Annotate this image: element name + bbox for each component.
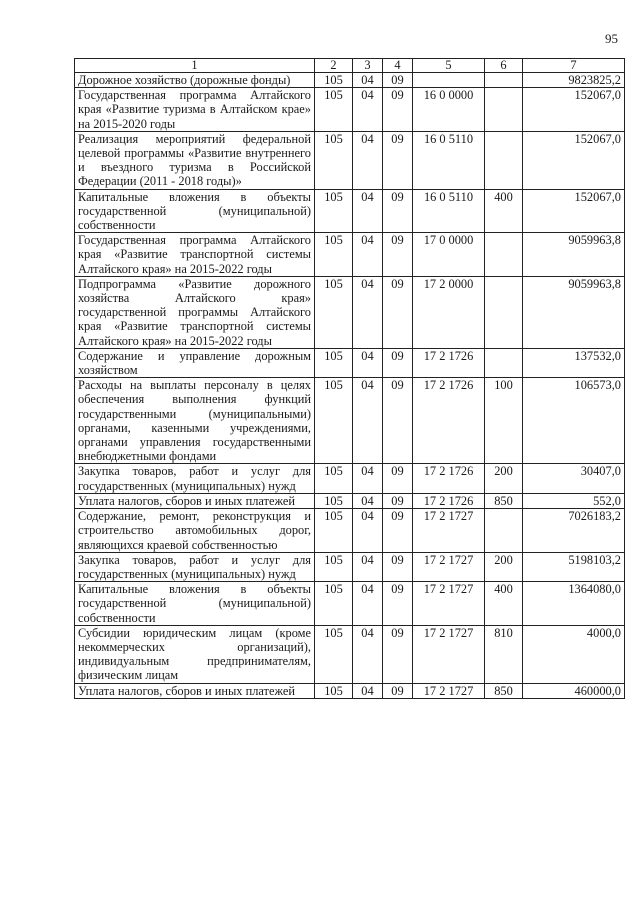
header-col-2: 2: [315, 59, 353, 73]
cell-section: 04: [353, 88, 383, 132]
cell-subsection: 09: [383, 582, 413, 626]
item-name: Уплата налогов, сборов и иных платежей: [75, 683, 315, 698]
cell-code: 105: [315, 552, 353, 581]
cell-amount: 552,0: [523, 493, 625, 508]
cell-target-article: 17 2 1727: [413, 625, 485, 683]
cell-target-article: 16 0 5110: [413, 131, 485, 189]
cell-section: 04: [353, 552, 383, 581]
cell-code: 105: [315, 131, 353, 189]
table-row: [75, 464, 625, 493]
cell-section: 04: [353, 509, 383, 553]
cell-target-article: 17 2 1727: [413, 683, 485, 698]
cell-amount: 9059963,8: [523, 233, 625, 277]
cell-subsection: 09: [383, 683, 413, 698]
cell-target-article: 16 0 5110: [413, 189, 485, 233]
cell-expense-type: [485, 73, 523, 88]
cell-subsection: 09: [383, 131, 413, 189]
header-col-6: 6: [485, 59, 523, 73]
cell-subsection: 09: [383, 189, 413, 233]
cell-target-article: 17 2 1726: [413, 493, 485, 508]
item-name: Закупка товаров, работ и услуг для государственных (муниципальных) нужд: [75, 464, 315, 493]
table-row: [75, 582, 625, 626]
cell-amount: 5198103,2: [523, 552, 625, 581]
header-col-3: 3: [353, 59, 383, 73]
cell-section: 04: [353, 276, 383, 348]
cell-target-article: [413, 73, 485, 88]
cell-code: 105: [315, 73, 353, 88]
item-name: Расходы на выплаты персоналу в целях обеспечения выполнения функций государственными (муниципальными) органами, казенными учреждениями, органами управления государственными внебюджетными фондами: [75, 378, 315, 464]
cell-subsection: 09: [383, 625, 413, 683]
cell-expense-type: [485, 233, 523, 277]
item-name: Дорожное хозяйство (дорожные фонды): [75, 73, 315, 88]
header-col-5: 5: [413, 59, 485, 73]
cell-amount: 9823825,2: [523, 73, 625, 88]
cell-amount: 137532,0: [523, 348, 625, 377]
cell-code: 105: [315, 189, 353, 233]
table-row: [75, 493, 625, 508]
cell-code: 105: [315, 88, 353, 132]
item-name: Содержание и управление дорожным хозяйством: [75, 348, 315, 377]
cell-expense-type: [485, 276, 523, 348]
cell-amount: 1364080,0: [523, 582, 625, 626]
table-row: [75, 348, 625, 377]
cell-section: 04: [353, 73, 383, 88]
cell-section: 04: [353, 493, 383, 508]
cell-code: 105: [315, 233, 353, 277]
cell-subsection: 09: [383, 509, 413, 553]
table-row: [75, 625, 625, 683]
table-row: [75, 378, 625, 464]
cell-section: 04: [353, 625, 383, 683]
item-name: Уплата налогов, сборов и иных платежей: [75, 493, 315, 508]
cell-subsection: 09: [383, 552, 413, 581]
table-row: [75, 552, 625, 581]
cell-expense-type: [485, 131, 523, 189]
cell-expense-type: 200: [485, 552, 523, 581]
item-name: Содержание, ремонт, реконструкция и строительство автомобильных дорог, являющихся краевой собственностью: [75, 509, 315, 553]
budget-table: [74, 58, 625, 699]
page-number: 95: [605, 31, 618, 46]
cell-code: 105: [315, 378, 353, 464]
cell-subsection: 09: [383, 276, 413, 348]
cell-section: 04: [353, 348, 383, 377]
cell-amount: 460000,0: [523, 683, 625, 698]
cell-code: 105: [315, 683, 353, 698]
cell-expense-type: 200: [485, 464, 523, 493]
cell-amount: 106573,0: [523, 378, 625, 464]
cell-amount: 152067,0: [523, 131, 625, 189]
cell-target-article: 17 2 0000: [413, 276, 485, 348]
cell-amount: 9059963,8: [523, 276, 625, 348]
cell-code: 105: [315, 509, 353, 553]
table-row: [75, 683, 625, 698]
cell-section: 04: [353, 582, 383, 626]
cell-amount: 4000,0: [523, 625, 625, 683]
table-row: [75, 189, 625, 233]
table-row: [75, 131, 625, 189]
cell-expense-type: 100: [485, 378, 523, 464]
cell-code: 105: [315, 493, 353, 508]
item-name: Субсидии юридическим лицам (кроме некоммерческих организаций), индивидуальным предпринимателям, физическим лицам: [75, 625, 315, 683]
cell-amount: 152067,0: [523, 189, 625, 233]
cell-code: 105: [315, 625, 353, 683]
cell-subsection: 09: [383, 493, 413, 508]
cell-subsection: 09: [383, 348, 413, 377]
cell-target-article: 17 2 1727: [413, 509, 485, 553]
cell-amount: 7026183,2: [523, 509, 625, 553]
cell-target-article: 17 2 1726: [413, 348, 485, 377]
cell-target-article: 17 2 1727: [413, 552, 485, 581]
cell-expense-type: 810: [485, 625, 523, 683]
table-row: [75, 276, 625, 348]
cell-expense-type: [485, 348, 523, 377]
cell-expense-type: 400: [485, 582, 523, 626]
header-row: [75, 59, 625, 73]
table-row: [75, 233, 625, 277]
cell-subsection: 09: [383, 73, 413, 88]
cell-section: 04: [353, 683, 383, 698]
cell-expense-type: [485, 88, 523, 132]
cell-expense-type: 850: [485, 683, 523, 698]
table-row: [75, 509, 625, 553]
cell-subsection: 09: [383, 88, 413, 132]
cell-target-article: 17 2 1726: [413, 378, 485, 464]
header-col-7: 7: [523, 59, 625, 73]
cell-section: 04: [353, 464, 383, 493]
cell-expense-type: 400: [485, 189, 523, 233]
item-name: Капитальные вложения в объекты государственной (муниципальной) собственности: [75, 189, 315, 233]
cell-code: 105: [315, 348, 353, 377]
cell-expense-type: 850: [485, 493, 523, 508]
item-name: Государственная программа Алтайского края «Развитие транспортной системы Алтайского края» на 2015-2022 годы: [75, 233, 315, 277]
cell-expense-type: [485, 509, 523, 553]
cell-target-article: 16 0 0000: [413, 88, 485, 132]
header-col-1: 1: [75, 59, 315, 73]
item-name: Подпрограмма «Развитие дорожного хозяйства Алтайского края» государственной программы Алтайского края «Развитие транспортной системы Алтайского края» на 2015-2022 годы: [75, 276, 315, 348]
cell-target-article: 17 2 1726: [413, 464, 485, 493]
header-col-4: 4: [383, 59, 413, 73]
item-name: Государственная программа Алтайского края «Развитие туризма в Алтайском крае» на 2015-2020 годы: [75, 88, 315, 132]
cell-code: 105: [315, 464, 353, 493]
cell-subsection: 09: [383, 233, 413, 277]
table-row: [75, 73, 625, 88]
table-row: [75, 88, 625, 132]
cell-subsection: 09: [383, 464, 413, 493]
cell-section: 04: [353, 131, 383, 189]
cell-amount: 152067,0: [523, 88, 625, 132]
item-name: Реализация мероприятий федеральной целевой программы «Развитие внутреннего и въездного туризма в Российской Федерации (2011 - 2018 годы)»: [75, 131, 315, 189]
item-name: Капитальные вложения в объекты государственной (муниципальной) собственности: [75, 582, 315, 626]
cell-target-article: 17 0 0000: [413, 233, 485, 277]
cell-target-article: 17 2 1727: [413, 582, 485, 626]
item-name: Закупка товаров, работ и услуг для государственных (муниципальных) нужд: [75, 552, 315, 581]
cell-code: 105: [315, 276, 353, 348]
table-body: [75, 73, 625, 699]
table-header: [75, 59, 625, 73]
cell-code: 105: [315, 582, 353, 626]
cell-section: 04: [353, 378, 383, 464]
cell-section: 04: [353, 189, 383, 233]
cell-subsection: 09: [383, 378, 413, 464]
cell-section: 04: [353, 233, 383, 277]
cell-amount: 30407,0: [523, 464, 625, 493]
